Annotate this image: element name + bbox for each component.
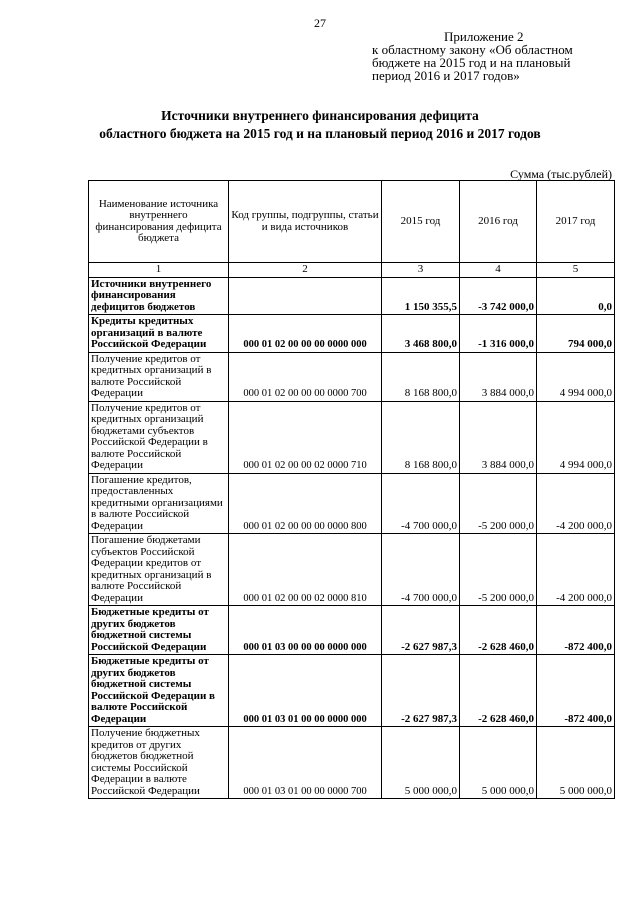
amount-2017-cell: -872 400,0 <box>537 606 615 655</box>
amount-2016-cell: -5 200 000,0 <box>460 473 537 534</box>
title-line-2: областного бюджета на 2015 год и на плановый период 2016 и 2017 годов <box>99 126 541 141</box>
header-code: Код группы, подгруппы, статьи и вида источников <box>229 181 382 263</box>
document-title <box>0 107 640 143</box>
amount-2016-cell: 3 884 000,0 <box>460 352 537 401</box>
column-number: 2 <box>229 263 382 278</box>
source-code-cell: 000 01 02 00 00 00 0000 800 <box>229 473 382 534</box>
amount-2017-cell: -4 200 000,0 <box>537 534 615 606</box>
source-name-cell: Получение кредитов от кредитных организаций бюджетами субъектов Российской Федерации в валюте Российской Федерации <box>89 401 229 473</box>
source-code-cell: 000 01 02 00 00 00 0000 000 <box>229 315 382 353</box>
header-2017: 2017 год <box>537 181 615 263</box>
table-row <box>89 473 615 534</box>
table-row <box>89 277 615 315</box>
amount-2015-cell: 5 000 000,0 <box>382 727 460 799</box>
table-row <box>89 534 615 606</box>
table-row <box>89 727 615 799</box>
table-row <box>89 352 615 401</box>
amount-2015-cell: 8 168 800,0 <box>382 352 460 401</box>
amount-2016-cell: 3 884 000,0 <box>460 401 537 473</box>
header-2015: 2015 год <box>382 181 460 263</box>
appendix-line-4: период 2016 и 2017 годов» <box>372 68 520 83</box>
amount-2017-cell: 5 000 000,0 <box>537 727 615 799</box>
table-row <box>89 606 615 655</box>
source-name-cell: Источники внутреннего финансирования дефицитов бюджетов <box>89 277 229 315</box>
amount-2015-cell: -2 627 987,3 <box>382 655 460 727</box>
table-row <box>89 315 615 353</box>
header-2016: 2016 год <box>460 181 537 263</box>
amount-2015-cell: -4 700 000,0 <box>382 473 460 534</box>
amount-2017-cell: 4 994 000,0 <box>537 401 615 473</box>
amount-2016-cell: -1 316 000,0 <box>460 315 537 353</box>
amount-2016-cell: -2 628 460,0 <box>460 606 537 655</box>
source-name-cell: Бюджетные кредиты от других бюджетов бюджетной системы Российской Федерации <box>89 606 229 655</box>
amount-2016-cell: -3 742 000,0 <box>460 277 537 315</box>
amount-2017-cell: 0,0 <box>537 277 615 315</box>
table-row <box>89 655 615 727</box>
source-code-cell: 000 01 03 00 00 00 0000 000 <box>229 606 382 655</box>
source-name-cell: Погашение кредитов, предоставленных кредитными организациями в валюте Российской Федерации <box>89 473 229 534</box>
column-number: 3 <box>382 263 460 278</box>
column-number-row <box>89 263 615 278</box>
source-code-cell: 000 01 02 00 00 02 0000 810 <box>229 534 382 606</box>
amount-2016-cell: -2 628 460,0 <box>460 655 537 727</box>
appendix-line-1: Приложение 2 <box>444 29 524 44</box>
page-number: 27 <box>314 16 326 30</box>
amount-2015-cell: 8 168 800,0 <box>382 401 460 473</box>
column-number: 1 <box>89 263 229 278</box>
source-name-cell: Получение кредитов от кредитных организаций в валюте Российской Федерации <box>89 352 229 401</box>
column-number: 5 <box>537 263 615 278</box>
unit-label: Сумма (тыс.рублей) <box>510 167 612 181</box>
amount-2015-cell: 3 468 800,0 <box>382 315 460 353</box>
source-code-cell: 000 01 03 01 00 00 0000 700 <box>229 727 382 799</box>
amount-2015-cell: -4 700 000,0 <box>382 534 460 606</box>
source-code-cell: 000 01 02 00 00 00 0000 700 <box>229 352 382 401</box>
amount-2015-cell: 1 150 355,5 <box>382 277 460 315</box>
financing-sources-table <box>88 180 615 799</box>
amount-2017-cell: 794 000,0 <box>537 315 615 353</box>
source-code-cell: 000 01 03 01 00 00 0000 000 <box>229 655 382 727</box>
column-number: 4 <box>460 263 537 278</box>
amount-2017-cell: 4 994 000,0 <box>537 352 615 401</box>
source-code-cell: 000 01 02 00 00 02 0000 710 <box>229 401 382 473</box>
appendix-line-3: бюджете на 2015 год и на плановый <box>372 55 571 70</box>
appendix-line-2: к областному закону «Об областном <box>372 42 573 57</box>
amount-2015-cell: -2 627 987,3 <box>382 606 460 655</box>
header-row <box>89 181 615 263</box>
source-name-cell: Бюджетные кредиты от других бюджетов бюджетной системы Российской Федерации в валюте Российской Федерации <box>89 655 229 727</box>
table-row <box>89 401 615 473</box>
source-name-cell: Погашение бюджетами субъектов Российской Федерации кредитов от кредитных организаций в валюте Российской Федерации <box>89 534 229 606</box>
amount-2017-cell: -872 400,0 <box>537 655 615 727</box>
source-name-cell: Кредиты кредитных организаций в валюте Российской Федерации <box>89 315 229 353</box>
table-body <box>89 277 615 799</box>
amount-2017-cell: -4 200 000,0 <box>537 473 615 534</box>
title-line-1: Источники внутреннего финансирования дефицита <box>161 108 479 123</box>
appendix-note <box>372 30 632 82</box>
source-code-cell <box>229 277 382 315</box>
header-name: Наименование источника внутреннего финансирования дефицита бюджета <box>89 181 229 263</box>
amount-2016-cell: -5 200 000,0 <box>460 534 537 606</box>
amount-2016-cell: 5 000 000,0 <box>460 727 537 799</box>
source-name-cell: Получение бюджетных кредитов от других бюджетов бюджетной системы Российской Федерации в валюте Российской Федерации <box>89 727 229 799</box>
